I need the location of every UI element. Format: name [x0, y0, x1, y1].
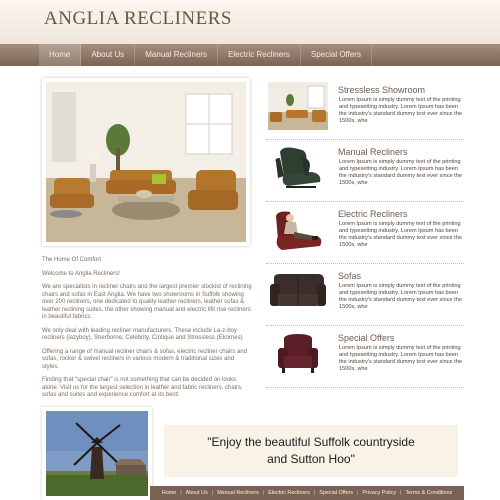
card-body: Lorem Ipsum is simply dummy text of the printing and typesetting industry. Lorem Ipsum has been the industry's standard dummy text ever since the 1500s, whe	[339, 283, 462, 310]
welcome-text: Welcome to Anglia Recliners!	[42, 270, 120, 277]
living-room-photo	[46, 82, 246, 242]
footer-separator: |	[262, 490, 265, 496]
nav-special-offers[interactable]: Special Offers	[301, 44, 372, 66]
stressless-thumbnail[interactable]	[268, 82, 328, 130]
hero-image	[42, 78, 250, 246]
card-title[interactable]: Sofas	[338, 271, 362, 281]
footer-separator: |	[313, 490, 316, 496]
site-logo[interactable]: ANGLIA RECLINERS	[44, 8, 232, 29]
quote-line-2: and Sutton Hoo"	[267, 452, 355, 466]
footer-link-privacy-policy[interactable]: Privacy Policy	[362, 490, 397, 496]
footer-link-about-us[interactable]: About Us	[185, 490, 208, 496]
windmill-photo	[46, 411, 148, 496]
intro-text	[42, 257, 252, 406]
category-list	[266, 78, 464, 388]
nav-home[interactable]: Home	[39, 44, 81, 66]
windmill-image	[42, 407, 152, 500]
footer-link-electric-recliners[interactable]: Electric Recliners	[268, 490, 310, 496]
electric-recliner-thumbnail[interactable]	[268, 206, 328, 254]
footer-link-manual-recliners[interactable]: Manual Recliners	[217, 490, 259, 496]
footer-link-home[interactable]: Home	[161, 490, 177, 496]
footer-separator: |	[180, 490, 182, 496]
card-body: Lorem Ipsum is simply dummy text of the printing and typesetting industry. Lorem Ipsum has been the industry's standard dummy text ever since the 1500s, whe	[339, 97, 462, 124]
footer-separator: |	[400, 490, 402, 496]
card-body: Lorem Ipsum is simply dummy text of the printing and typesetting industry. Lorem Ipsum has been the industry's standard dummy text ever since the 1500s, whe	[339, 159, 462, 186]
nav-manual-recliners[interactable]: Manual Recliners	[135, 44, 218, 66]
special-offer-thumbnail[interactable]	[268, 330, 328, 378]
card-title[interactable]: Manual Recliners	[338, 147, 408, 157]
card-title[interactable]: Special Offers	[338, 333, 395, 343]
sofa-thumbnail[interactable]	[268, 268, 328, 316]
tagline: The Home Of Comfort	[42, 257, 102, 263]
card-title[interactable]: Electric Recliners	[338, 209, 408, 219]
nav-electric-recliners[interactable]: Electric Recliners	[218, 44, 301, 66]
card-manual-recliners[interactable]	[266, 140, 464, 202]
quote-line-1: "Enjoy the beautiful Suffolk countryside	[207, 435, 415, 449]
manual-recliner-thumbnail[interactable]	[268, 144, 328, 192]
header-bar	[0, 0, 500, 44]
main-nav	[0, 44, 500, 66]
intro-paragraph-1: We are specialists in recliner chairs and the largest premier stockist of reclining chairs and sofas in East Anglia. We have two showrooms in Suffolk showing over 200 recliners, one dedicated to quality leather recliners, leather sofas & leather reclining suites, the other showing manual and electric lifit rise recliners in beautiful fabrics.	[42, 284, 252, 320]
footer-separator: |	[357, 490, 359, 496]
card-stressless-showroom[interactable]	[266, 78, 464, 140]
card-body: Lorem Ipsum is simply dummy text of the printing and typesetting industry. Lorem Ipsum has been the industry's standard dummy text ever since the 1500s, whe	[339, 345, 462, 372]
card-sofas[interactable]	[266, 264, 464, 326]
footer-nav	[150, 486, 464, 500]
footer-separator: |	[211, 490, 214, 496]
nav-about-us[interactable]: About Us	[81, 44, 135, 66]
card-body: Lorem Ipsum is simply dummy text of the printing and typesetting industry. Lorem Ipsum has been the industry's standard dummy text ever since the 1500s, whe	[339, 221, 462, 248]
card-electric-recliners[interactable]	[266, 202, 464, 264]
quote-banner	[164, 425, 458, 477]
footer-link-special-offers[interactable]: Special Offers	[319, 490, 354, 496]
card-special-offers[interactable]	[266, 326, 464, 388]
intro-paragraph-4: Finding that "special chair" is not something that can be decided on looks alone. Visit us for the largest selection in leather and fabric recliners, chairs, sofas and suites and experience comfort at its best!	[42, 377, 243, 398]
intro-paragraph-3: Offering a range of manual recliner chairs & sofas, electric recliner chairs and sofas, rocker & swivel recliners in various modern & traditional sizes and styles.	[42, 348, 247, 370]
footer-link-terms[interactable]: Terms & Conditions	[405, 490, 453, 496]
card-title[interactable]: Stressless Showroom	[338, 85, 426, 95]
intro-paragraph-2: We only deal with leading recliner manufacturers. These include La-z-boy recliners (lazyboy), Sherborne, Celebrity, Cintique and Stressless (Ekornes)	[42, 327, 243, 341]
